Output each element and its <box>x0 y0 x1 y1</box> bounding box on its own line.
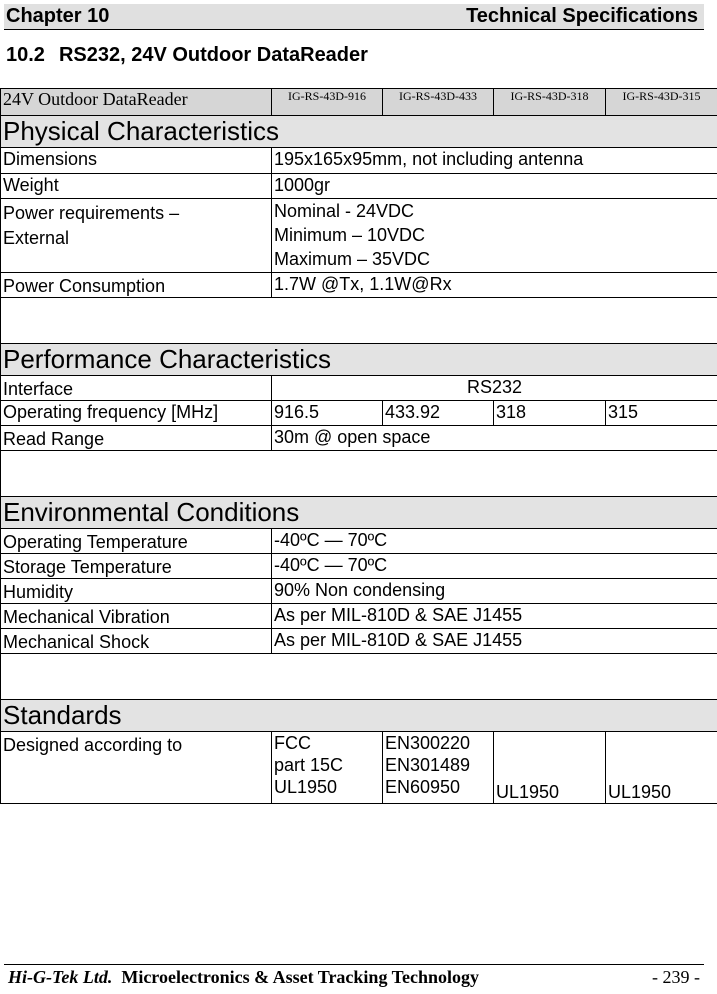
model-code: IG-RS-43D-916 <box>272 89 383 116</box>
category-row <box>1 344 717 376</box>
frequency-value: 315 <box>606 401 717 426</box>
standard-line: EN301489 <box>385 755 471 775</box>
page-number: - 239 - <box>652 967 700 987</box>
table-row <box>1 174 717 199</box>
company-tagline: Microelectronics & Asset Tracking Technology <box>121 967 479 987</box>
row-label <box>1 199 272 273</box>
label-line: Power requirements – <box>3 203 180 223</box>
category-title: Physical Characteristics <box>1 116 717 148</box>
table-row <box>1 579 717 604</box>
row-value: As per MIL-810D & SAE J1455 <box>272 604 717 629</box>
standard-cell: UL1950 <box>494 732 606 804</box>
footer-credit <box>8 967 479 988</box>
standard-cell: UL1950 <box>606 732 717 804</box>
table-row <box>1 199 717 273</box>
model-header: 24V Outdoor DataReader <box>1 89 272 116</box>
section-heading <box>6 44 368 67</box>
row-label: Humidity <box>1 579 272 604</box>
table-row <box>1 376 717 401</box>
spacer-row <box>1 298 717 344</box>
row-label: Mechanical Shock <box>1 629 272 654</box>
spec-table <box>0 88 717 804</box>
chapter-label: Chapter 10 <box>6 5 110 27</box>
row-value <box>272 199 717 273</box>
row-label: Weight <box>1 174 272 199</box>
model-code: IG-RS-43D-318 <box>494 89 606 116</box>
value-line: Nominal - 24VDC <box>274 201 415 221</box>
row-value: As per MIL-810D & SAE J1455 <box>272 629 717 654</box>
category-row <box>1 497 717 529</box>
standard-line: EN300220 <box>385 733 471 753</box>
row-label: Storage Temperature <box>1 554 272 579</box>
page-header <box>4 4 704 30</box>
category-title: Performance Characteristics <box>1 344 717 376</box>
row-value: 90% Non condensing <box>272 579 717 604</box>
table-row <box>1 629 717 654</box>
section-title: RS232, 24V Outdoor DataReader <box>58 44 368 66</box>
category-row <box>1 700 717 732</box>
row-label: Power Consumption <box>1 273 272 298</box>
category-row <box>1 116 717 148</box>
value-line: Maximum – 35VDC <box>274 249 431 269</box>
row-value: 195x165x95mm, not including antenna <box>272 148 717 174</box>
row-label: Dimensions <box>1 148 272 174</box>
row-value: 30m @ open space <box>272 426 717 451</box>
frequency-value: 433.92 <box>383 401 494 426</box>
row-value: RS232 <box>272 376 717 401</box>
label-line: External <box>3 228 70 248</box>
category-title: Environmental Conditions <box>1 497 717 529</box>
table-row <box>1 604 717 629</box>
spacer-row <box>1 654 717 700</box>
row-value: -40ºC — 70ºC <box>272 529 717 554</box>
model-code: IG-RS-43D-433 <box>383 89 494 116</box>
table-row <box>1 732 717 804</box>
section-number: 10.2 <box>6 44 45 66</box>
row-label: Interface <box>1 376 272 401</box>
row-label: Operating frequency [MHz] <box>1 401 272 426</box>
row-label: Read Range <box>1 426 272 451</box>
page-footer <box>4 964 704 990</box>
model-header-row <box>1 89 717 116</box>
table-row <box>1 426 717 451</box>
standard-cell <box>272 732 383 804</box>
standard-line: part 15C <box>274 755 344 775</box>
value-line: Minimum – 10VDC <box>274 225 426 245</box>
standard-line: EN60950 <box>385 777 461 797</box>
frequency-value: 916.5 <box>272 401 383 426</box>
category-title: Standards <box>1 700 717 732</box>
standard-line: UL1950 <box>274 777 338 797</box>
table-row <box>1 273 717 298</box>
chapter-title: Technical Specifications <box>466 5 698 27</box>
standard-cell <box>383 732 494 804</box>
model-code: IG-RS-43D-315 <box>606 89 717 116</box>
table-row <box>1 529 717 554</box>
spacer-row <box>1 451 717 497</box>
row-value: 1.7W @Tx, 1.1W@Rx <box>272 273 717 298</box>
row-label: Designed according to <box>1 732 272 804</box>
table-row <box>1 401 717 426</box>
table-row <box>1 148 717 174</box>
row-label: Operating Temperature <box>1 529 272 554</box>
company-name: Hi-G-Tek Ltd. <box>8 967 113 987</box>
table-row <box>1 554 717 579</box>
frequency-value: 318 <box>494 401 606 426</box>
row-value: -40ºC — 70ºC <box>272 554 717 579</box>
standard-line: FCC <box>274 733 311 753</box>
row-value: 1000gr <box>272 174 717 199</box>
row-label: Mechanical Vibration <box>1 604 272 629</box>
